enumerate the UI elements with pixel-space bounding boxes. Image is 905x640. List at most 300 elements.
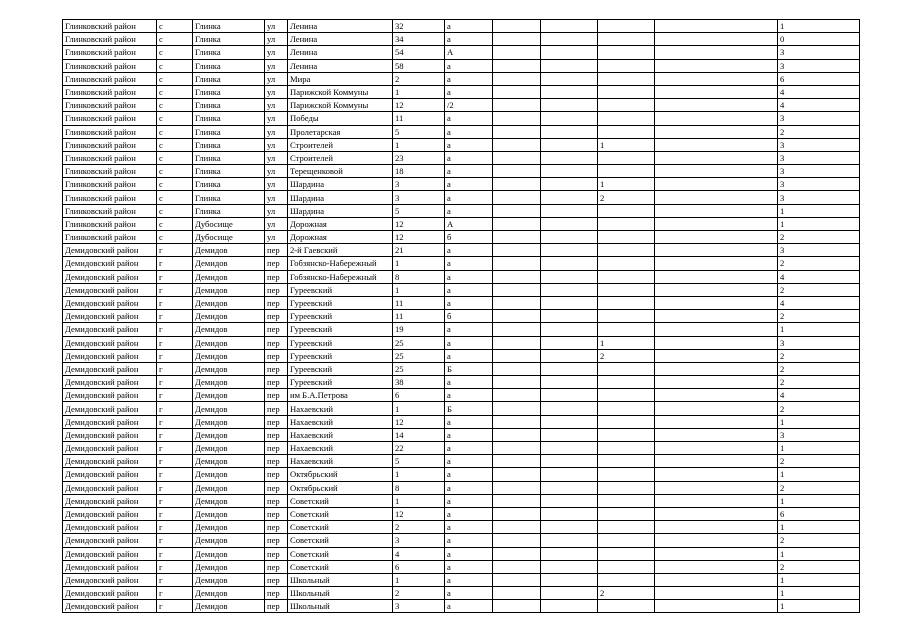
- cell-letter[interactable]: а: [445, 20, 493, 33]
- cell-house[interactable]: 19: [393, 323, 445, 336]
- cell-house[interactable]: 11: [393, 296, 445, 309]
- cell-col-i[interactable]: [541, 112, 598, 125]
- cell-col-j[interactable]: [598, 59, 655, 72]
- cell-col-j[interactable]: [598, 402, 655, 415]
- cell-count[interactable]: 3: [778, 165, 860, 178]
- cell-letter[interactable]: а: [445, 178, 493, 191]
- cell-district[interactable]: Глинковский район: [63, 151, 157, 164]
- cell-col-k[interactable]: [655, 151, 778, 164]
- cell-count[interactable]: 3: [778, 336, 860, 349]
- cell-col-h[interactable]: [493, 600, 541, 613]
- cell-count[interactable]: 2: [778, 125, 860, 138]
- cell-col-k[interactable]: [655, 534, 778, 547]
- cell-house[interactable]: 25: [393, 362, 445, 375]
- cell-col-h[interactable]: [493, 415, 541, 428]
- cell-col-j[interactable]: [598, 442, 655, 455]
- cell-count[interactable]: 2: [778, 455, 860, 468]
- cell-col-h[interactable]: [493, 376, 541, 389]
- cell-col-h[interactable]: [493, 507, 541, 520]
- cell-count[interactable]: 2: [778, 231, 860, 244]
- cell-street-type[interactable]: пер: [265, 534, 288, 547]
- cell-col-j[interactable]: [598, 257, 655, 270]
- cell-col-i[interactable]: [541, 389, 598, 402]
- cell-house[interactable]: 1: [393, 468, 445, 481]
- cell-street[interactable]: Шардина: [288, 204, 393, 217]
- cell-count[interactable]: 1: [778, 600, 860, 613]
- cell-settlement-type[interactable]: с: [157, 231, 193, 244]
- cell-district[interactable]: Демидовский район: [63, 310, 157, 323]
- cell-col-j[interactable]: [598, 217, 655, 230]
- cell-letter[interactable]: а: [445, 33, 493, 46]
- cell-district[interactable]: Глинковский район: [63, 138, 157, 151]
- cell-col-h[interactable]: [493, 257, 541, 270]
- cell-col-j[interactable]: [598, 389, 655, 402]
- cell-letter[interactable]: а: [445, 494, 493, 507]
- cell-district[interactable]: Демидовский район: [63, 296, 157, 309]
- cell-settlement-type[interactable]: г: [157, 428, 193, 441]
- cell-settlement[interactable]: Глинка: [193, 204, 265, 217]
- cell-count[interactable]: 3: [778, 151, 860, 164]
- cell-district[interactable]: Демидовский район: [63, 283, 157, 296]
- cell-count[interactable]: 2: [778, 349, 860, 362]
- cell-count[interactable]: 2: [778, 310, 860, 323]
- cell-district[interactable]: Демидовский район: [63, 455, 157, 468]
- cell-letter[interactable]: а: [445, 151, 493, 164]
- cell-settlement[interactable]: Демидов: [193, 455, 265, 468]
- cell-col-h[interactable]: [493, 310, 541, 323]
- cell-col-h[interactable]: [493, 125, 541, 138]
- cell-col-h[interactable]: [493, 349, 541, 362]
- cell-street-type[interactable]: ул: [265, 72, 288, 85]
- cell-district[interactable]: Демидовский район: [63, 534, 157, 547]
- cell-street-type[interactable]: пер: [265, 296, 288, 309]
- cell-district[interactable]: Демидовский район: [63, 587, 157, 600]
- cell-street-type[interactable]: пер: [265, 257, 288, 270]
- cell-col-k[interactable]: [655, 402, 778, 415]
- cell-col-k[interactable]: [655, 165, 778, 178]
- cell-settlement[interactable]: Демидов: [193, 547, 265, 560]
- cell-count[interactable]: 1: [778, 468, 860, 481]
- cell-letter[interactable]: а: [445, 72, 493, 85]
- cell-settlement-type[interactable]: г: [157, 455, 193, 468]
- cell-letter[interactable]: а: [445, 534, 493, 547]
- cell-house[interactable]: 54: [393, 46, 445, 59]
- cell-col-i[interactable]: [541, 415, 598, 428]
- cell-settlement[interactable]: Демидов: [193, 415, 265, 428]
- cell-letter[interactable]: а: [445, 165, 493, 178]
- cell-street-type[interactable]: пер: [265, 244, 288, 257]
- cell-street-type[interactable]: ул: [265, 59, 288, 72]
- cell-col-i[interactable]: [541, 46, 598, 59]
- cell-settlement[interactable]: Дубосище: [193, 231, 265, 244]
- cell-col-h[interactable]: [493, 442, 541, 455]
- cell-street-type[interactable]: пер: [265, 336, 288, 349]
- cell-count[interactable]: 1: [778, 415, 860, 428]
- cell-street-type[interactable]: ул: [265, 125, 288, 138]
- cell-street[interactable]: Победы: [288, 112, 393, 125]
- cell-settlement-type[interactable]: г: [157, 296, 193, 309]
- cell-street[interactable]: Гуреевский: [288, 349, 393, 362]
- cell-street-type[interactable]: пер: [265, 428, 288, 441]
- cell-letter[interactable]: Б: [445, 362, 493, 375]
- cell-col-h[interactable]: [493, 402, 541, 415]
- cell-street[interactable]: Ленина: [288, 33, 393, 46]
- cell-col-k[interactable]: [655, 547, 778, 560]
- cell-settlement[interactable]: Демидов: [193, 402, 265, 415]
- cell-col-h[interactable]: [493, 165, 541, 178]
- cell-settlement[interactable]: Демидов: [193, 349, 265, 362]
- cell-col-j[interactable]: [598, 85, 655, 98]
- cell-letter[interactable]: а: [445, 270, 493, 283]
- cell-count[interactable]: 1: [778, 547, 860, 560]
- cell-street[interactable]: Нахаевский: [288, 455, 393, 468]
- cell-settlement-type[interactable]: г: [157, 389, 193, 402]
- cell-col-j[interactable]: [598, 362, 655, 375]
- cell-letter[interactable]: /2: [445, 99, 493, 112]
- cell-col-j[interactable]: [598, 204, 655, 217]
- cell-col-h[interactable]: [493, 204, 541, 217]
- cell-district[interactable]: Демидовский район: [63, 244, 157, 257]
- cell-col-i[interactable]: [541, 178, 598, 191]
- cell-settlement[interactable]: Глинка: [193, 191, 265, 204]
- cell-col-k[interactable]: [655, 389, 778, 402]
- cell-street-type[interactable]: ул: [265, 46, 288, 59]
- cell-col-j[interactable]: 2: [598, 191, 655, 204]
- cell-house[interactable]: 32: [393, 20, 445, 33]
- cell-district[interactable]: Глинковский район: [63, 33, 157, 46]
- cell-col-j[interactable]: [598, 125, 655, 138]
- cell-letter[interactable]: а: [445, 455, 493, 468]
- cell-col-h[interactable]: [493, 270, 541, 283]
- cell-col-k[interactable]: [655, 336, 778, 349]
- cell-settlement-type[interactable]: г: [157, 270, 193, 283]
- cell-district[interactable]: Демидовский район: [63, 428, 157, 441]
- cell-settlement-type[interactable]: г: [157, 481, 193, 494]
- cell-settlement-type[interactable]: г: [157, 349, 193, 362]
- cell-settlement-type[interactable]: с: [157, 165, 193, 178]
- cell-count[interactable]: 2: [778, 283, 860, 296]
- cell-settlement[interactable]: Демидов: [193, 521, 265, 534]
- cell-letter[interactable]: а: [445, 349, 493, 362]
- cell-settlement-type[interactable]: с: [157, 125, 193, 138]
- cell-house[interactable]: 3: [393, 534, 445, 547]
- cell-settlement-type[interactable]: с: [157, 204, 193, 217]
- cell-district[interactable]: Глинковский район: [63, 112, 157, 125]
- cell-house[interactable]: 3: [393, 600, 445, 613]
- cell-letter[interactable]: А: [445, 46, 493, 59]
- cell-col-i[interactable]: [541, 336, 598, 349]
- cell-col-j[interactable]: [598, 72, 655, 85]
- cell-district[interactable]: Глинковский район: [63, 231, 157, 244]
- cell-col-h[interactable]: [493, 362, 541, 375]
- cell-count[interactable]: 1: [778, 217, 860, 230]
- cell-col-h[interactable]: [493, 20, 541, 33]
- cell-street-type[interactable]: пер: [265, 455, 288, 468]
- cell-settlement[interactable]: Демидов: [193, 442, 265, 455]
- cell-col-h[interactable]: [493, 560, 541, 573]
- cell-house[interactable]: 11: [393, 112, 445, 125]
- cell-settlement[interactable]: Глинка: [193, 33, 265, 46]
- cell-letter[interactable]: а: [445, 442, 493, 455]
- cell-street-type[interactable]: ул: [265, 165, 288, 178]
- cell-col-j[interactable]: [598, 99, 655, 112]
- cell-col-h[interactable]: [493, 455, 541, 468]
- cell-col-i[interactable]: [541, 442, 598, 455]
- cell-col-h[interactable]: [493, 138, 541, 151]
- cell-street[interactable]: Гуреевский: [288, 310, 393, 323]
- cell-col-h[interactable]: [493, 59, 541, 72]
- cell-street[interactable]: Парижской Коммуны: [288, 85, 393, 98]
- cell-street-type[interactable]: ул: [265, 191, 288, 204]
- cell-street-type[interactable]: ул: [265, 138, 288, 151]
- cell-street-type[interactable]: пер: [265, 507, 288, 520]
- cell-col-h[interactable]: [493, 231, 541, 244]
- cell-col-j[interactable]: [598, 600, 655, 613]
- cell-street-type[interactable]: ул: [265, 99, 288, 112]
- cell-letter[interactable]: а: [445, 376, 493, 389]
- cell-settlement[interactable]: Демидов: [193, 507, 265, 520]
- cell-street[interactable]: Дорожная: [288, 217, 393, 230]
- cell-settlement-type[interactable]: с: [157, 99, 193, 112]
- cell-col-h[interactable]: [493, 244, 541, 257]
- cell-col-h[interactable]: [493, 99, 541, 112]
- cell-letter[interactable]: а: [445, 481, 493, 494]
- cell-settlement-type[interactable]: г: [157, 283, 193, 296]
- cell-district[interactable]: Глинковский район: [63, 191, 157, 204]
- cell-street-type[interactable]: ул: [265, 85, 288, 98]
- cell-district[interactable]: Демидовский район: [63, 481, 157, 494]
- cell-col-h[interactable]: [493, 389, 541, 402]
- cell-col-k[interactable]: [655, 415, 778, 428]
- cell-district[interactable]: Глинковский район: [63, 178, 157, 191]
- cell-letter[interactable]: а: [445, 244, 493, 257]
- cell-settlement-type[interactable]: г: [157, 587, 193, 600]
- cell-settlement-type[interactable]: с: [157, 33, 193, 46]
- cell-street[interactable]: Школьный: [288, 587, 393, 600]
- cell-settlement[interactable]: Демидов: [193, 468, 265, 481]
- cell-col-j[interactable]: [598, 244, 655, 257]
- cell-district[interactable]: Демидовский район: [63, 494, 157, 507]
- cell-house[interactable]: 25: [393, 349, 445, 362]
- cell-count[interactable]: 1: [778, 573, 860, 586]
- cell-letter[interactable]: а: [445, 547, 493, 560]
- cell-count[interactable]: 4: [778, 99, 860, 112]
- cell-col-j[interactable]: [598, 573, 655, 586]
- cell-settlement[interactable]: Глинка: [193, 20, 265, 33]
- cell-settlement-type[interactable]: г: [157, 547, 193, 560]
- cell-district[interactable]: Демидовский район: [63, 573, 157, 586]
- cell-district[interactable]: Глинковский район: [63, 59, 157, 72]
- cell-street[interactable]: Советский: [288, 547, 393, 560]
- cell-house[interactable]: 2: [393, 72, 445, 85]
- cell-col-h[interactable]: [493, 85, 541, 98]
- cell-col-h[interactable]: [493, 428, 541, 441]
- cell-col-i[interactable]: [541, 573, 598, 586]
- cell-street[interactable]: Терещенковой: [288, 165, 393, 178]
- cell-settlement-type[interactable]: с: [157, 178, 193, 191]
- cell-street-type[interactable]: пер: [265, 442, 288, 455]
- cell-letter[interactable]: а: [445, 323, 493, 336]
- cell-street[interactable]: Гуреевский: [288, 336, 393, 349]
- cell-street-type[interactable]: пер: [265, 468, 288, 481]
- cell-col-i[interactable]: [541, 231, 598, 244]
- cell-house[interactable]: 6: [393, 389, 445, 402]
- cell-street[interactable]: Гуреевский: [288, 283, 393, 296]
- cell-letter[interactable]: а: [445, 587, 493, 600]
- cell-count[interactable]: 3: [778, 244, 860, 257]
- cell-col-h[interactable]: [493, 178, 541, 191]
- cell-house[interactable]: 6: [393, 560, 445, 573]
- cell-house[interactable]: 1: [393, 138, 445, 151]
- cell-district[interactable]: Глинковский район: [63, 217, 157, 230]
- cell-district[interactable]: Демидовский район: [63, 362, 157, 375]
- cell-letter[interactable]: Б: [445, 402, 493, 415]
- cell-col-i[interactable]: [541, 468, 598, 481]
- cell-settlement[interactable]: Глинка: [193, 138, 265, 151]
- cell-letter[interactable]: а: [445, 573, 493, 586]
- cell-house[interactable]: 1: [393, 402, 445, 415]
- cell-col-j[interactable]: [598, 494, 655, 507]
- cell-house[interactable]: 21: [393, 244, 445, 257]
- cell-count[interactable]: 1: [778, 20, 860, 33]
- cell-street-type[interactable]: ул: [265, 112, 288, 125]
- cell-settlement[interactable]: Демидов: [193, 481, 265, 494]
- cell-col-i[interactable]: [541, 283, 598, 296]
- cell-settlement[interactable]: Дубосище: [193, 217, 265, 230]
- cell-col-i[interactable]: [541, 165, 598, 178]
- cell-street[interactable]: Школьный: [288, 600, 393, 613]
- cell-col-i[interactable]: [541, 33, 598, 46]
- cell-street[interactable]: Советский: [288, 507, 393, 520]
- cell-col-k[interactable]: [655, 362, 778, 375]
- cell-col-i[interactable]: [541, 191, 598, 204]
- cell-street[interactable]: Нахаевский: [288, 402, 393, 415]
- cell-settlement-type[interactable]: г: [157, 336, 193, 349]
- cell-street[interactable]: Мира: [288, 72, 393, 85]
- cell-col-i[interactable]: [541, 587, 598, 600]
- cell-settlement[interactable]: Демидов: [193, 428, 265, 441]
- cell-col-j[interactable]: 1: [598, 336, 655, 349]
- cell-settlement[interactable]: Глинка: [193, 178, 265, 191]
- cell-letter[interactable]: а: [445, 59, 493, 72]
- cell-col-j[interactable]: [598, 231, 655, 244]
- cell-street[interactable]: Гуреевский: [288, 376, 393, 389]
- cell-col-h[interactable]: [493, 33, 541, 46]
- cell-col-h[interactable]: [493, 191, 541, 204]
- cell-settlement-type[interactable]: г: [157, 534, 193, 547]
- cell-settlement[interactable]: Демидов: [193, 257, 265, 270]
- cell-col-i[interactable]: [541, 125, 598, 138]
- cell-house[interactable]: 2: [393, 587, 445, 600]
- cell-col-i[interactable]: [541, 376, 598, 389]
- cell-count[interactable]: 6: [778, 507, 860, 520]
- cell-col-k[interactable]: [655, 587, 778, 600]
- cell-settlement-type[interactable]: г: [157, 244, 193, 257]
- cell-settlement[interactable]: Демидов: [193, 494, 265, 507]
- cell-col-k[interactable]: [655, 20, 778, 33]
- cell-col-i[interactable]: [541, 560, 598, 573]
- cell-settlement[interactable]: Глинка: [193, 99, 265, 112]
- cell-col-i[interactable]: [541, 521, 598, 534]
- cell-col-k[interactable]: [655, 204, 778, 217]
- cell-count[interactable]: 3: [778, 112, 860, 125]
- cell-col-j[interactable]: [598, 507, 655, 520]
- cell-district[interactable]: Демидовский район: [63, 560, 157, 573]
- cell-col-h[interactable]: [493, 534, 541, 547]
- cell-street-type[interactable]: ул: [265, 204, 288, 217]
- cell-settlement[interactable]: Демидов: [193, 323, 265, 336]
- cell-settlement[interactable]: Демидов: [193, 336, 265, 349]
- cell-street[interactable]: Советский: [288, 560, 393, 573]
- cell-count[interactable]: 2: [778, 362, 860, 375]
- cell-settlement-type[interactable]: г: [157, 573, 193, 586]
- cell-settlement[interactable]: Глинка: [193, 46, 265, 59]
- cell-col-k[interactable]: [655, 178, 778, 191]
- cell-street-type[interactable]: пер: [265, 270, 288, 283]
- cell-col-i[interactable]: [541, 99, 598, 112]
- cell-col-i[interactable]: [541, 507, 598, 520]
- cell-house[interactable]: 12: [393, 231, 445, 244]
- cell-col-k[interactable]: [655, 33, 778, 46]
- cell-count[interactable]: 3: [778, 178, 860, 191]
- cell-district[interactable]: Демидовский район: [63, 442, 157, 455]
- cell-col-i[interactable]: [541, 323, 598, 336]
- cell-letter[interactable]: а: [445, 507, 493, 520]
- cell-house[interactable]: 8: [393, 481, 445, 494]
- cell-settlement-type[interactable]: с: [157, 112, 193, 125]
- cell-settlement[interactable]: Глинка: [193, 165, 265, 178]
- cell-house[interactable]: 14: [393, 428, 445, 441]
- cell-col-i[interactable]: [541, 20, 598, 33]
- cell-col-i[interactable]: [541, 204, 598, 217]
- cell-count[interactable]: 2: [778, 481, 860, 494]
- cell-district[interactable]: Демидовский район: [63, 349, 157, 362]
- cell-settlement-type[interactable]: с: [157, 59, 193, 72]
- cell-street[interactable]: Советский: [288, 534, 393, 547]
- cell-letter[interactable]: а: [445, 336, 493, 349]
- cell-count[interactable]: 3: [778, 59, 860, 72]
- cell-street[interactable]: Гобзянско-Набережный: [288, 257, 393, 270]
- cell-settlement-type[interactable]: г: [157, 560, 193, 573]
- cell-col-k[interactable]: [655, 349, 778, 362]
- cell-house[interactable]: 2: [393, 521, 445, 534]
- cell-col-k[interactable]: [655, 573, 778, 586]
- cell-count[interactable]: 6: [778, 72, 860, 85]
- cell-street[interactable]: Ленина: [288, 20, 393, 33]
- cell-col-k[interactable]: [655, 428, 778, 441]
- cell-settlement-type[interactable]: с: [157, 46, 193, 59]
- cell-settlement[interactable]: Демидов: [193, 573, 265, 586]
- cell-street[interactable]: Шардина: [288, 178, 393, 191]
- cell-house[interactable]: 5: [393, 204, 445, 217]
- cell-count[interactable]: 2: [778, 257, 860, 270]
- cell-street-type[interactable]: пер: [265, 547, 288, 560]
- cell-count[interactable]: 2: [778, 560, 860, 573]
- cell-settlement-type[interactable]: г: [157, 468, 193, 481]
- cell-col-j[interactable]: [598, 296, 655, 309]
- cell-col-j[interactable]: 1: [598, 178, 655, 191]
- cell-settlement-type[interactable]: г: [157, 442, 193, 455]
- cell-district[interactable]: Демидовский район: [63, 389, 157, 402]
- cell-house[interactable]: 12: [393, 415, 445, 428]
- cell-count[interactable]: 4: [778, 389, 860, 402]
- cell-settlement-type[interactable]: с: [157, 85, 193, 98]
- cell-settlement-type[interactable]: с: [157, 191, 193, 204]
- cell-settlement-type[interactable]: г: [157, 323, 193, 336]
- cell-col-k[interactable]: [655, 59, 778, 72]
- cell-district[interactable]: Демидовский район: [63, 415, 157, 428]
- cell-street[interactable]: Пролетарская: [288, 125, 393, 138]
